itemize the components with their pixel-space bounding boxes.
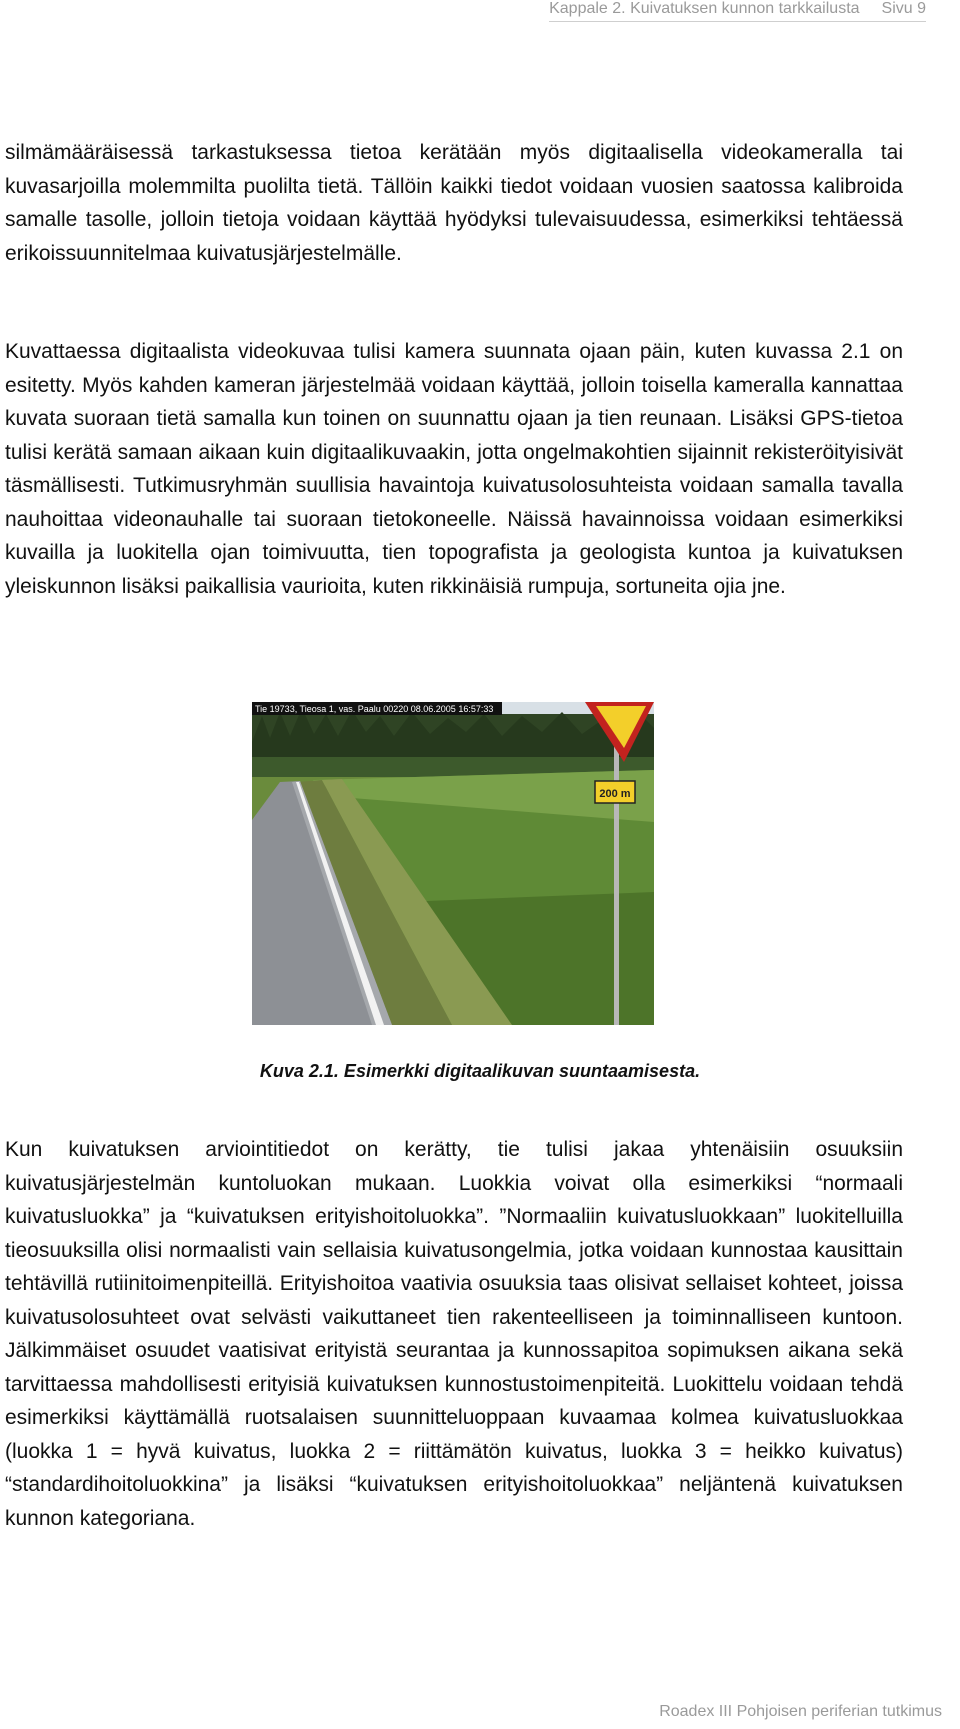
page-header bbox=[549, 0, 926, 22]
photo-illustration bbox=[252, 702, 654, 1025]
paragraph-1: silmämääräisessä tarkastuksessa tietoa kerätään myös digitaalisella videokameralla tai kuvasarjoilla molemmilta puolilta tietä. Tällöin kaikki tiedot voidaan vuosien saatossa kalibroida samalle tasolle, jolloin tietoja voidaan käyttää hyödyksi tulevaisuudessa, esimerkiksi tehtäessä erikoissuunnitelmaa kuivatusjärjestelmälle. bbox=[5, 141, 903, 265]
paragraph-3: Kun kuivatuksen arviointitiedot on kerätty, tie tulisi jakaa yhtenäisiin osuuksiin kuivatusjärjestelmän kuntoluokan mukaan. Luokkia voivat olla esimerkiksi “normaali kuivatusluokka” ja “kuivatuksen erityishoitoluokka”. ”Normaaliin kuivatusluokkaan” luokitelluilla tieosuuksilla olisi normaalisti vain sellaisia kuivatusongelmia, jotka voidaan kunnostaa kausittain tehtävillä rutiinitoimenpiteillä. Erityishoitoa vaativia osuuksia taas olisivat sellaiset kohteet, joissa kuivatusolosuhteet ovat selvästi vaikuttaneet tien rakenteelliseen ja toiminnalliseen kuntoon. Jälkimmäiset osuudet vaatisivat erityistä seurantaa ja kunnossapitoa sopimuksen aikana sekä tarvittaessa mahdollisesti erityisiä kuivatuksen kunnostustoimenpiteitä. Luokittelu voidaan tehdä esimerkiksi käyttämällä ruotsalaisen suunnitteluoppaan kuvaamaa kolmea kuivatusluokkaa (luokka 1 = hyvä kuivatus, luokka 2 = riittämätön kuivatus, luokka 3 = heikko kuivatus) “standardihoitoluokkina” ja lisäksi “kuivatuksen erityishoitoluokkaa” neljäntenä kuivatuksen kunnon kategoriana. bbox=[5, 1138, 903, 1530]
video-overlay-text: Tie 19733, Tieosa 1, vas. Paalu 00220 08.06.2005 16:57:33 bbox=[255, 704, 494, 714]
page-footer: Roadex III Pohjoisen periferian tutkimus bbox=[659, 1703, 942, 1720]
page-number: Sivu 9 bbox=[881, 0, 926, 17]
sign-plate-text: 200 m bbox=[599, 788, 631, 800]
paragraph-2: Kuvattaessa digitaalista videokuvaa tulisi kamera suunnata ojaan päin, kuten kuvassa 2.1 on esitetty. Myös kahden kameran järjestelmää voidaan käyttää, jolloin toisella kameralla kannattaa kuvata suoraan tietä samalla kun toinen on suunnattu ojaan ja tien reunaan. Lisäksi GPS-tietoa tulisi kerätä samaan aikaan kuin digitaalikuvaakin, jotta ongelmakohtien sijainnit rekisteröityisivät täsmällisesti. Tutkimusryhmän suullisia havaintoja kuivatusolosuhteista voidaan samalla tavalla nauhoittaa videonauhalle tai suoraan tietokoneelle. Näissä havainnoissa voidaan esimerkiksi kuvailla ja luokitella ojan toimivuutta, tien topografista ja geologista kuntoa ja kuivatuksen yleiskunnon lisäksi paikallisia vaurioita, kuten rikkinäisiä rumpuja, sortuneita ojia jne. bbox=[5, 340, 903, 598]
chapter-title: Kappale 2. Kuivatuksen kunnon tarkkailusta bbox=[549, 0, 860, 17]
figure-caption: Kuva 2.1. Esimerkki digitaalikuvan suuntaamisesta. bbox=[259, 1061, 701, 1081]
road-ditch-photo bbox=[252, 702, 654, 1025]
